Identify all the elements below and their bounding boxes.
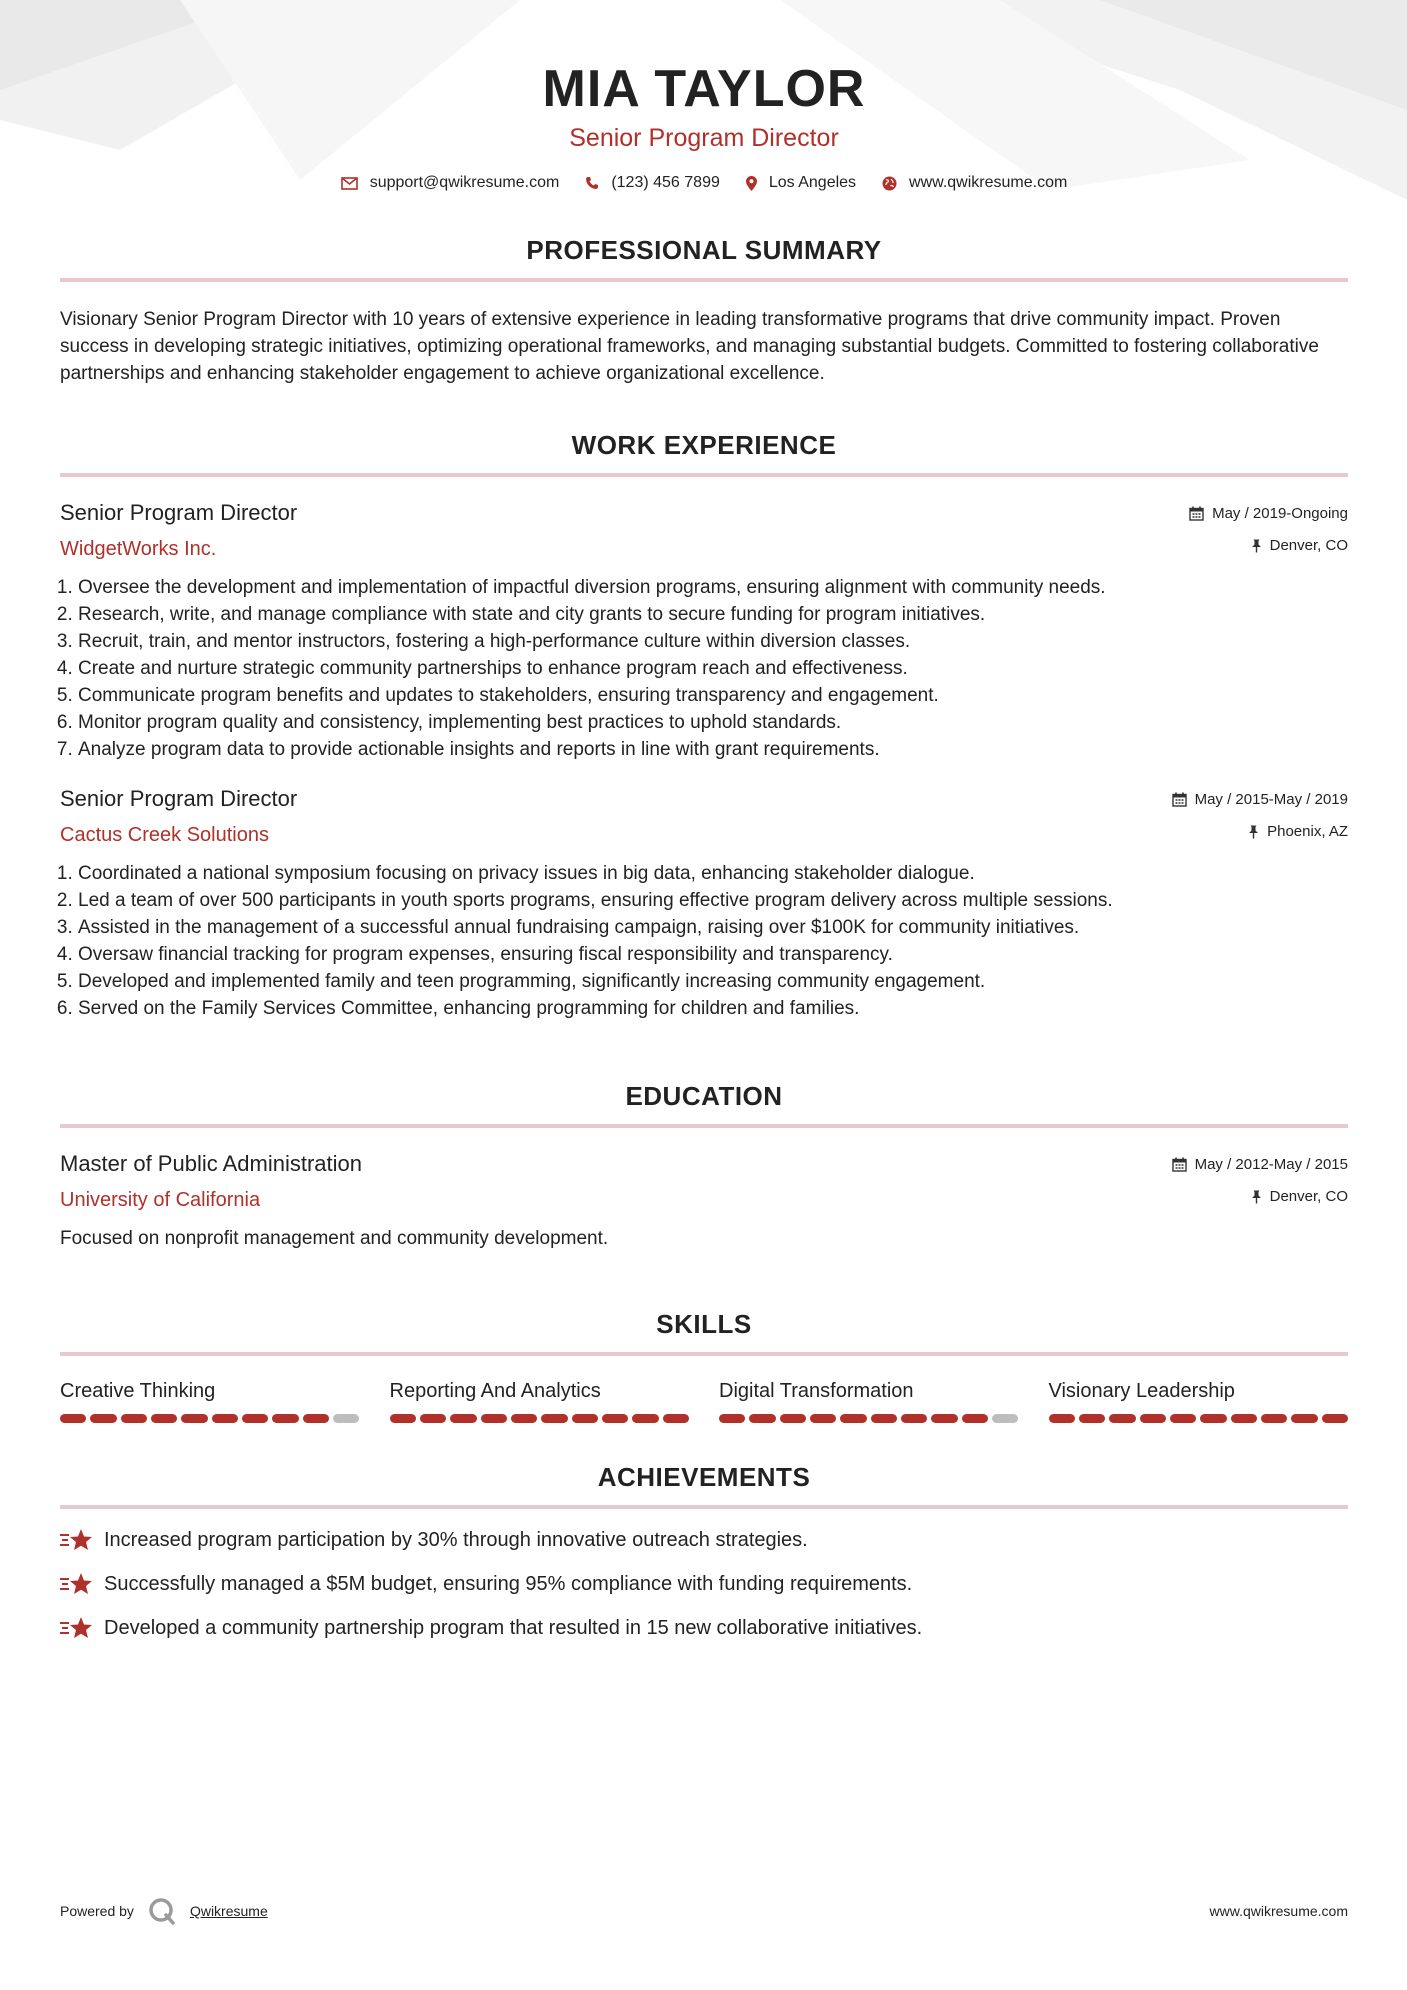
- skill-segment-filled: [541, 1414, 567, 1423]
- list-item: 6. Monitor program quality and consistency, implementing best practices to uphold standards.: [78, 709, 1348, 736]
- skills-list: [60, 1378, 1348, 1423]
- contact-location-text: Los Angeles: [768, 174, 857, 191]
- experience-section: [60, 429, 1348, 1022]
- list-item: 4. Create and nurture strategic community partnerships to enhance program reach and effectiveness.: [78, 655, 1348, 682]
- skill-level-bar: [390, 1414, 690, 1423]
- skill-segment-filled: [511, 1414, 537, 1423]
- contact-email[interactable]: [341, 174, 560, 192]
- job-entry: [60, 499, 1348, 763]
- skill-segment-filled: [1261, 1414, 1287, 1423]
- candidate-name: MIA TAYLOR: [542, 60, 866, 118]
- list-item: 5. Developed and implemented family and teen programming, significantly increasing community engagement.: [78, 968, 1348, 995]
- contact-website[interactable]: [882, 174, 1067, 192]
- list-item: 3. Recruit, train, and mentor instructors, fostering a high-performance culture within diversion classes.: [78, 628, 1348, 655]
- list-item: 4. Oversaw financial tracking for program expenses, ensuring fiscal responsibility and transparency.: [78, 941, 1348, 968]
- education-location-text: Denver, CO: [1269, 1188, 1348, 1205]
- skill-name: Reporting And Analytics: [389, 1380, 601, 1402]
- education-section: [60, 1080, 1348, 1252]
- job-location-text: Phoenix, AZ: [1267, 823, 1348, 840]
- pushpin-icon: [1251, 1190, 1262, 1204]
- skill-segment-filled: [272, 1414, 298, 1423]
- footer-brand-link[interactable]: Qwikresume: [189, 1903, 268, 1919]
- education-date-text: May / 2012-May / 2015: [1194, 1156, 1348, 1173]
- job-location: [1248, 823, 1348, 840]
- job-entry: [60, 785, 1348, 1022]
- summary-heading: PROFESSIONAL SUMMARY: [526, 235, 882, 265]
- globe-icon: [882, 176, 897, 191]
- skill-segment-filled: [780, 1414, 806, 1423]
- skill-segment-filled: [303, 1414, 329, 1423]
- skill-segment-filled: [962, 1414, 988, 1423]
- shooting-star-icon: [60, 1615, 92, 1641]
- contact-email-text: support@qwikresume.com: [369, 174, 560, 191]
- calendar-icon: [1172, 792, 1187, 807]
- job-date: [1189, 505, 1348, 522]
- skill-segment-filled: [60, 1414, 86, 1423]
- skill-segment-filled: [420, 1414, 446, 1423]
- skill-segment-filled: [151, 1414, 177, 1423]
- skill-segment-filled: [181, 1414, 207, 1423]
- page-footer: [60, 1897, 1348, 1925]
- skills-section: [60, 1308, 1348, 1423]
- skill-segment-filled: [719, 1414, 745, 1423]
- education-entry: [60, 1150, 1348, 1252]
- skill-level-bar: [719, 1414, 1019, 1423]
- achievements-heading: ACHIEVEMENTS: [597, 1462, 811, 1492]
- skill-level-bar: [60, 1414, 360, 1423]
- skill-segment-filled: [1322, 1414, 1348, 1423]
- resume-page: [60, 0, 1348, 1641]
- list-item: 2. Led a team of over 500 participants in youth sports programs, ensuring effective program delivery across multiple sessions.: [78, 887, 1348, 914]
- school-name: University of California: [60, 1189, 261, 1211]
- skill-item: [719, 1378, 1019, 1423]
- achievement-text: Increased program participation by 30% through innovative outreach strategies.: [104, 1529, 808, 1551]
- skill-segment-filled: [212, 1414, 238, 1423]
- section-divider: [60, 1124, 1348, 1128]
- pushpin-icon: [1251, 539, 1262, 553]
- skill-segment-filled: [1170, 1414, 1196, 1423]
- shooting-star-icon: [60, 1571, 92, 1597]
- qwikresume-logo-icon: [148, 1897, 176, 1925]
- achievement-text: Successfully managed a $5M budget, ensuring 95% compliance with funding requirements.: [104, 1573, 913, 1595]
- contact-phone[interactable]: [585, 174, 720, 192]
- skill-segment-filled: [840, 1414, 866, 1423]
- achievement-item: [60, 1615, 1348, 1641]
- skill-segment-filled: [901, 1414, 927, 1423]
- section-divider: [60, 1352, 1348, 1356]
- skill-segment-filled: [242, 1414, 268, 1423]
- skill-name: Visionary Leadership: [1048, 1380, 1235, 1402]
- summary-section: [60, 234, 1348, 387]
- skill-segment-filled: [663, 1414, 689, 1423]
- job-company: WidgetWorks Inc.: [60, 538, 217, 560]
- experience-heading: WORK EXPERIENCE: [571, 430, 837, 460]
- job-title: Senior Program Director: [60, 500, 298, 525]
- job-date-text: May / 2015-May / 2019: [1194, 791, 1348, 808]
- envelope-icon: [341, 177, 358, 190]
- list-item: 6. Served on the Family Services Committee, enhancing programming for children and families.: [78, 995, 1348, 1022]
- footer-url[interactable]: www.qwikresume.com: [1209, 1903, 1348, 1919]
- contact-phone-text: (123) 456 7899: [611, 174, 720, 191]
- job-title: Senior Program Director: [60, 786, 298, 811]
- job-responsibilities: [60, 574, 1348, 763]
- section-divider: [60, 473, 1348, 477]
- education-description: Focused on nonprofit management and community development.: [60, 1228, 609, 1249]
- phone-icon: [585, 176, 599, 190]
- section-divider: [60, 278, 1348, 282]
- summary-text: Visionary Senior Program Director with 10 years of extensive experience in leading transformative programs that drive community impact. Proven success in developing strategic initiatives, optimizing operational frameworks, and managing substantial budgets. Committed to fostering collaborative partnerships and enhancing stakeholder engagement to achieve organizational excellence.: [60, 309, 1319, 384]
- skill-segment-filled: [602, 1414, 628, 1423]
- achievements-section: [60, 1461, 1348, 1641]
- job-date: [1172, 791, 1348, 808]
- skill-segment-empty: [333, 1414, 359, 1423]
- achievement-item: [60, 1571, 1348, 1597]
- skill-level-bar: [1049, 1414, 1349, 1423]
- skill-item: [60, 1378, 360, 1423]
- skill-segment-empty: [992, 1414, 1018, 1423]
- skill-segment-filled: [1109, 1414, 1135, 1423]
- skill-segment-filled: [450, 1414, 476, 1423]
- calendar-icon: [1172, 1157, 1187, 1172]
- job-location-text: Denver, CO: [1269, 537, 1348, 554]
- skill-name: Creative Thinking: [60, 1380, 216, 1402]
- skill-segment-filled: [632, 1414, 658, 1423]
- job-responsibilities: [60, 860, 1348, 1022]
- shooting-star-icon: [60, 1527, 92, 1553]
- degree-title: Master of Public Administration: [60, 1151, 363, 1176]
- skill-segment-filled: [121, 1414, 147, 1423]
- skill-segment-filled: [1291, 1414, 1317, 1423]
- job-location: [1251, 537, 1348, 554]
- list-item: 5. Communicate program benefits and updates to stakeholders, ensuring transparency and engagement.: [78, 682, 1348, 709]
- skill-segment-filled: [931, 1414, 957, 1423]
- list-item: 7. Analyze program data to provide actionable insights and reports in line with grant requirements.: [78, 736, 1348, 763]
- achievements-list: [60, 1527, 1348, 1641]
- skill-item: [1049, 1378, 1349, 1423]
- list-item: 1. Oversee the development and implementation of impactful diversion programs, ensuring alignment with community needs.: [78, 574, 1348, 601]
- list-item: 2. Research, write, and manage compliance with state and city grants to secure funding for program initiatives.: [78, 601, 1348, 628]
- skill-name: Digital Transformation: [719, 1380, 914, 1402]
- list-item: 1. Coordinated a national symposium focusing on privacy issues in big data, enhancing stakeholder dialogue.: [78, 860, 1348, 887]
- skill-segment-filled: [810, 1414, 836, 1423]
- skill-segment-filled: [1200, 1414, 1226, 1423]
- skill-segment-filled: [572, 1414, 598, 1423]
- skill-segment-filled: [1231, 1414, 1257, 1423]
- job-date-text: May / 2019-Ongoing: [1212, 505, 1348, 522]
- skill-segment-filled: [871, 1414, 897, 1423]
- job-company: Cactus Creek Solutions: [60, 824, 269, 846]
- footer-branding: [60, 1897, 268, 1925]
- pushpin-icon: [1248, 825, 1259, 839]
- skills-heading: SKILLS: [656, 1309, 752, 1339]
- powered-by-label: Powered by: [60, 1903, 134, 1919]
- skill-segment-filled: [1079, 1414, 1105, 1423]
- section-divider: [60, 1505, 1348, 1509]
- skill-segment-filled: [1140, 1414, 1166, 1423]
- achievement-text: Developed a community partnership program that resulted in 15 new collaborative initiatives.: [104, 1617, 923, 1639]
- achievement-item: [60, 1527, 1348, 1553]
- map-pin-icon: [746, 176, 757, 191]
- education-date: [1172, 1156, 1348, 1173]
- calendar-icon: [1189, 506, 1204, 521]
- skill-item: [390, 1378, 690, 1423]
- candidate-role: Senior Program Director: [569, 124, 839, 152]
- education-location: [1251, 1188, 1348, 1205]
- resume-header: [60, 0, 1348, 192]
- skill-segment-filled: [1049, 1414, 1075, 1423]
- contact-bar: [60, 174, 1348, 192]
- skill-segment-filled: [749, 1414, 775, 1423]
- list-item: 3. Assisted in the management of a successful annual fundraising campaign, raising over $100K for community initiatives.: [78, 914, 1348, 941]
- education-heading: EDUCATION: [625, 1081, 783, 1111]
- skill-segment-filled: [481, 1414, 507, 1423]
- skill-segment-filled: [390, 1414, 416, 1423]
- contact-location: [746, 174, 856, 192]
- skill-segment-filled: [90, 1414, 116, 1423]
- contact-website-text: www.qwikresume.com: [909, 174, 1068, 191]
